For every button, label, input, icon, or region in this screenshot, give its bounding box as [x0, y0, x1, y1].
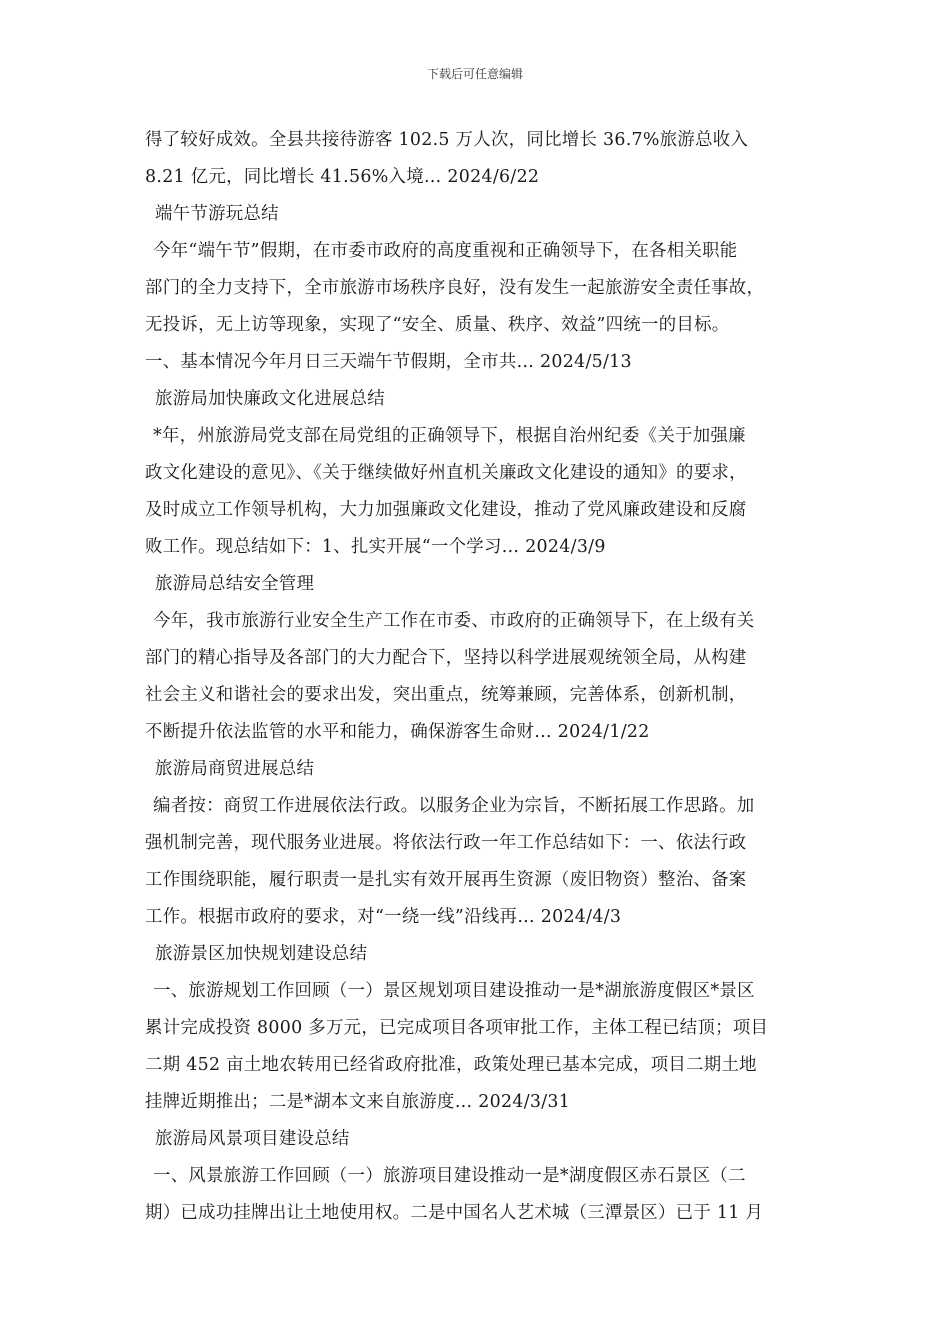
entry-excerpt [145, 418, 810, 566]
excerpt-line: *年，州旅游局党支部在局党组的正确领导下，根据自治州纪委《关于加强廉 [153, 426, 746, 446]
excerpt-line: 社会主义和谐社会的要求出发，突出重点，统筹兼顾，完善体系，创新机制， [145, 685, 747, 705]
excerpt-line: 挂牌近期推出；二是*湖本文来自旅游度… 2024/3/31 [145, 1092, 571, 1112]
entry-excerpt [145, 973, 810, 1121]
excerpt-line: 二期 452 亩土地农转用已经省政府批准，政策处理已基本完成，项目二期土地 [145, 1055, 757, 1075]
excerpt-line: 强机制完善，现代服务业进展。将依法行政一年工作总结如下：一、依法行政 [145, 833, 747, 853]
excerpt-line: 累计完成投资 8000 多万元，已完成项目各项审批工作，主体工程已结顶；项目 [145, 1018, 769, 1038]
page-header: 下载后可任意编辑 [426, 67, 523, 81]
document-body [145, 122, 810, 1232]
excerpt-line: 及时成立工作领导机构，大力加强廉政文化建设，推动了党风廉政建设和反腐 [145, 500, 747, 520]
summary-entry [145, 381, 810, 566]
excerpt-line: 政文化建设的意见》、《关于继续做好州直机关廉政文化建设的通知》的要求， [145, 463, 747, 483]
entry-title[interactable]: 端午节游玩总结 [155, 204, 279, 224]
excerpt-line: 期）已成功挂牌出让土地使用权。二是中国名人艺术城（三潭景区）已于 11 月 [145, 1203, 764, 1223]
entry-title[interactable]: 旅游局总结安全管理 [155, 574, 315, 594]
summary-entry [145, 196, 810, 381]
entry-excerpt [145, 1158, 810, 1232]
summary-entry [145, 751, 810, 936]
excerpt-line: 工作。根据市政府的要求，对“一绕一线”沿线再… 2024/4/3 [145, 907, 622, 927]
summary-entry [145, 936, 810, 1121]
entry-excerpt [145, 233, 810, 381]
excerpt-line: 一、风景旅游工作回顾（一）旅游项目建设推动一是*湖度假区赤石景区（二 [153, 1166, 746, 1186]
excerpt-line: 部门的全力支持下，全市旅游市场秩序良好，没有发生一起旅游安全责任事故， [145, 278, 765, 298]
excerpt-line: 今年“端午节”假期，在市委市政府的高度重视和正确领导下，在各相关职能 [153, 241, 738, 261]
excerpt-line: 得了较好成效。全县共接待游客 102.5 万人次，同比增长 36.7%旅游总收入 [145, 130, 749, 150]
entry-title[interactable]: 旅游局风景项目建设总结 [155, 1129, 350, 1149]
summary-entry [145, 1121, 810, 1232]
entry-title[interactable]: 旅游景区加快规划建设总结 [155, 944, 368, 964]
excerpt-line: 工作围绕职能，履行职责一是扎实有效开展再生资源（废旧物资）整治、备案 [145, 870, 747, 890]
summary-entry [145, 566, 810, 751]
entry-excerpt [145, 122, 810, 196]
excerpt-line: 今年，我市旅游行业安全生产工作在市委、市政府的正确领导下，在上级有关 [153, 611, 755, 631]
excerpt-line: 一、基本情况今年月日三天端午节假期，全市共… 2024/5/13 [145, 352, 632, 372]
excerpt-line: 一、旅游规划工作回顾（一）景区规划项目建设推动一是*湖旅游度假区*景区 [153, 981, 755, 1001]
excerpt-line: 编者按：商贸工作进展依法行政。以服务企业为宗旨，不断拓展工作思路。加 [153, 796, 755, 816]
excerpt-line: 败工作。现总结如下：1、扎实开展“一个学习… 2024/3/9 [145, 537, 606, 557]
entry-excerpt [145, 603, 810, 751]
excerpt-line: 8.21 亿元，同比增长 41.56%入境… 2024/6/22 [145, 167, 540, 187]
entry-excerpt [145, 788, 810, 936]
excerpt-line: 不断提升依法监管的水平和能力，确保游客生命财… 2024/1/22 [145, 722, 650, 742]
excerpt-line: 无投诉，无上访等现象，实现了“安全、质量、秩序、效益”四统一的目标。 [145, 315, 730, 335]
excerpt-line: 部门的精心指导及各部门的大力配合下，坚持以科学进展观统领全局，从构建 [145, 648, 747, 668]
entry-title[interactable]: 旅游局商贸进展总结 [155, 759, 315, 779]
entry-title[interactable]: 旅游局加快廉政文化进展总结 [155, 389, 385, 409]
summary-entry [145, 122, 810, 196]
